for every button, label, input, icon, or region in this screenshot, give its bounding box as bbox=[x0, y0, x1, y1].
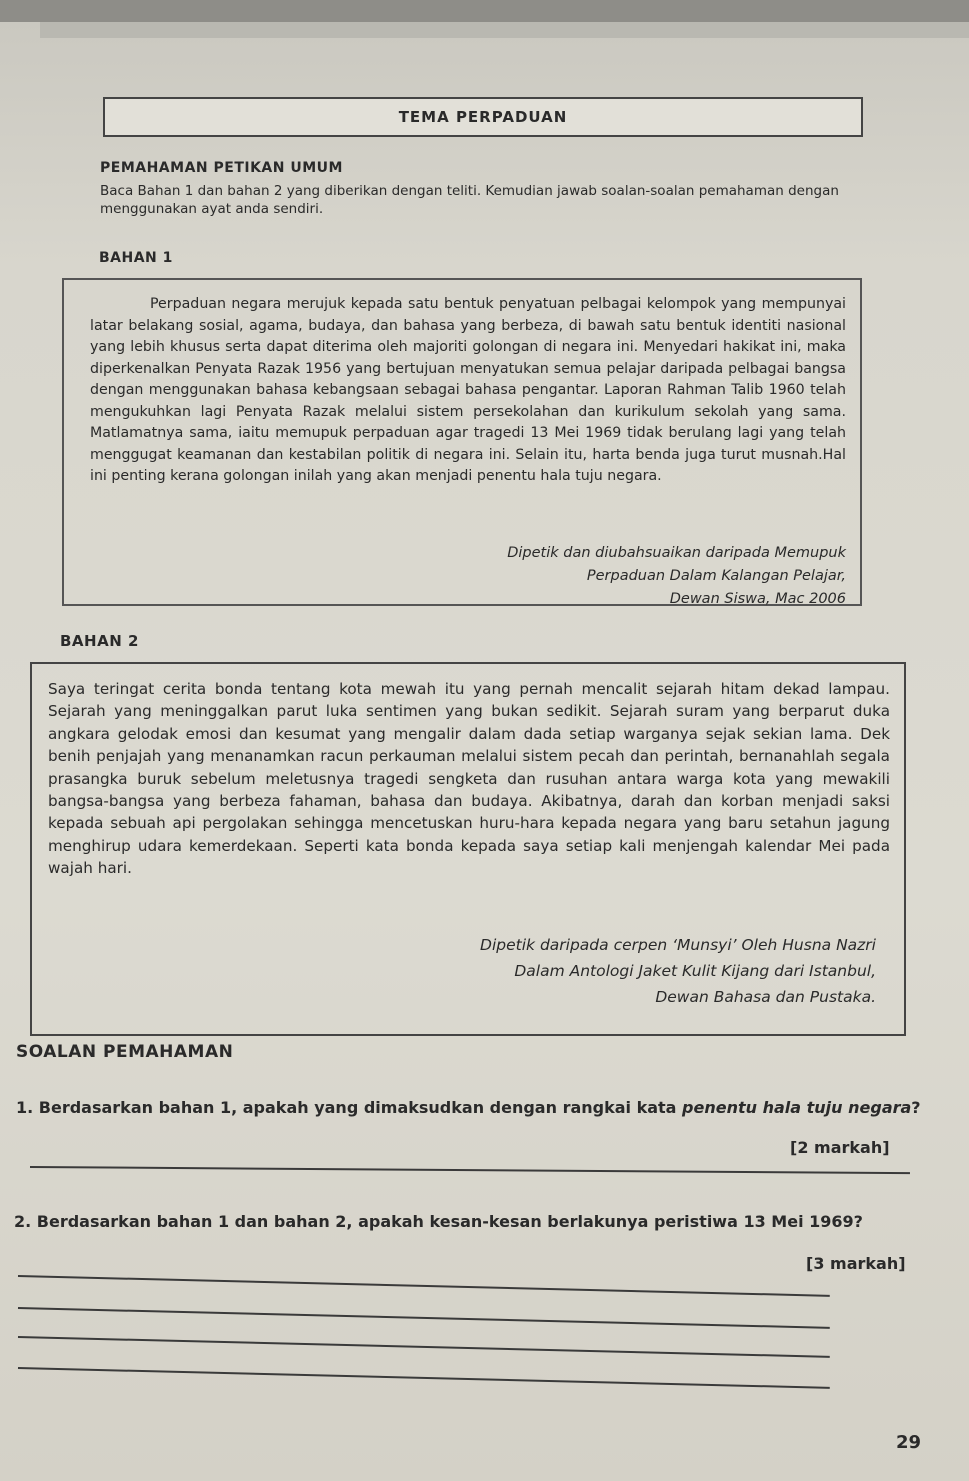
soalan-heading: SOALAN PEMAHAMAN bbox=[16, 1042, 234, 1062]
general-heading: PEMAHAMAN PETIKAN UMUM bbox=[100, 160, 343, 176]
answer-line[interactable] bbox=[18, 1307, 830, 1329]
question-2: 2. Berdasarkan bahan 1 dan bahan 2, apakah kesan-kesan berlakunya peristiwa 13 Mei 1969? bbox=[14, 1212, 863, 1231]
question-2-marks: [3 markah] bbox=[806, 1254, 906, 1273]
bahan2-heading: BAHAN 2 bbox=[60, 632, 139, 650]
answer-line[interactable] bbox=[18, 1336, 830, 1358]
bahan1-text: Perpaduan negara merujuk kepada satu bentuk penyatuan pelbagai kelompok yang mempunyai latar belakang sosial, agama, budaya, dan bahasa yang berbeza, di bawah satu bentuk identiti nasional yang lebih khusus serta dapat diterima oleh majoriti golongan di negara ini. Menyedari hakikat ini, maka diperkenalkan Penyata Razak 1956 yang bertujuan menyatukan semua pelajar daripada pelbagai bangsa dengan menggunakan bahasa kebangsaan sebagai bahasa pengantar. Laporan Rahman Talib 1960 telah mengukuhkan lagi Penyata Razak melalui sistem persekolahan dan kurikulum sekolah yang sama. Matlamatnya sama, iaitu memupuk perpaduan agar tragedi 13 Mei 1969 tidak berulang lagi yang telah menggugat keamanan dan kestabilan politik di negara ini. Selain itu, harta benda juga turut musnah.Hal ini penting kerana golongan inilah yang akan menjadi penentu hala tuju negara. bbox=[90, 296, 846, 484]
question-1-marks: [2 markah] bbox=[790, 1138, 890, 1157]
answer-line[interactable] bbox=[18, 1367, 830, 1389]
bahan2-text: Saya teringat cerita bonda tentang kota mewah itu yang pernah mencalit sejarah hitam dekad lampau. Sejarah yang meninggalkan parut luka sentimen yang bukan sedikit. Sejarah suram yang berparut duka angkara gelodak emosi dan kesumat yang mengalir dalam dada setiap warganya sejak sekian lama. Dek benih penjajah yang menanamkan racun perkauman melalui sistem pecah dan perintah, bernanahlah segala prasangka buruk sebelum meletusnya tragedi sengketa dan rusuhan antara warga kota yang mewakili bangsa-bangsa yang berbeza fahaman, bahasa dan budaya. Akibatnya, darah dan korban menjadi saksi kepada sebuah api pergolakan sehingga mencetuskan huru-hara kepada negara yang baru setahun jagung menghirup udara kemerdekaan. Seperti kata bonda kepada saya setiap kali menjengah kalendar Mei pada wajah hari. bbox=[48, 680, 890, 878]
instruction-text: Baca Bahan 1 dan bahan 2 yang diberikan dengan teliti. Kemudian jawab soalan-soalan pemahaman dengan menggunakan ayat anda sendiri. bbox=[100, 183, 839, 217]
bahan2-citation-line: Dewan Bahasa dan Pustaka. bbox=[655, 988, 876, 1006]
page-number: 29 bbox=[896, 1432, 922, 1453]
bahan2-citation-line: Dipetik daripada cerpen ‘Munsyi’ Oleh Husna Nazri bbox=[480, 936, 876, 954]
answer-line[interactable] bbox=[30, 1166, 910, 1174]
bahan2-citation bbox=[480, 932, 876, 1010]
bahan1-citation-line: Dewan Siswa, Mac 2006 bbox=[669, 591, 846, 607]
bahan2-citation-line: Dalam Antologi Jaket Kulit Kijang dari Istanbul, bbox=[514, 962, 876, 980]
bahan1-citation-line: Dipetik dan diubahsuaikan daripada Memupuk bbox=[507, 545, 846, 561]
question-1-end: ? bbox=[911, 1098, 921, 1117]
question-1-text: 1. Berdasarkan bahan 1, apakah yang dimaksudkan dengan rangkai kata bbox=[16, 1098, 683, 1117]
answer-line[interactable] bbox=[18, 1275, 830, 1297]
bahan1-heading: BAHAN 1 bbox=[99, 250, 173, 266]
bahan1-box bbox=[62, 278, 862, 606]
bahan1-citation bbox=[507, 542, 846, 611]
question-1 bbox=[16, 1098, 921, 1117]
question-1-italic: penentu hala tuju negara bbox=[682, 1098, 912, 1117]
top-edge-shadow bbox=[0, 0, 969, 22]
theme-title-box bbox=[103, 97, 863, 137]
top-edge-fold bbox=[40, 22, 969, 38]
theme-title: TEMA PERPADUAN bbox=[398, 108, 568, 126]
bahan1-citation-line: Perpaduan Dalam Kalangan Pelajar, bbox=[586, 568, 846, 584]
bahan2-box bbox=[30, 662, 906, 1036]
